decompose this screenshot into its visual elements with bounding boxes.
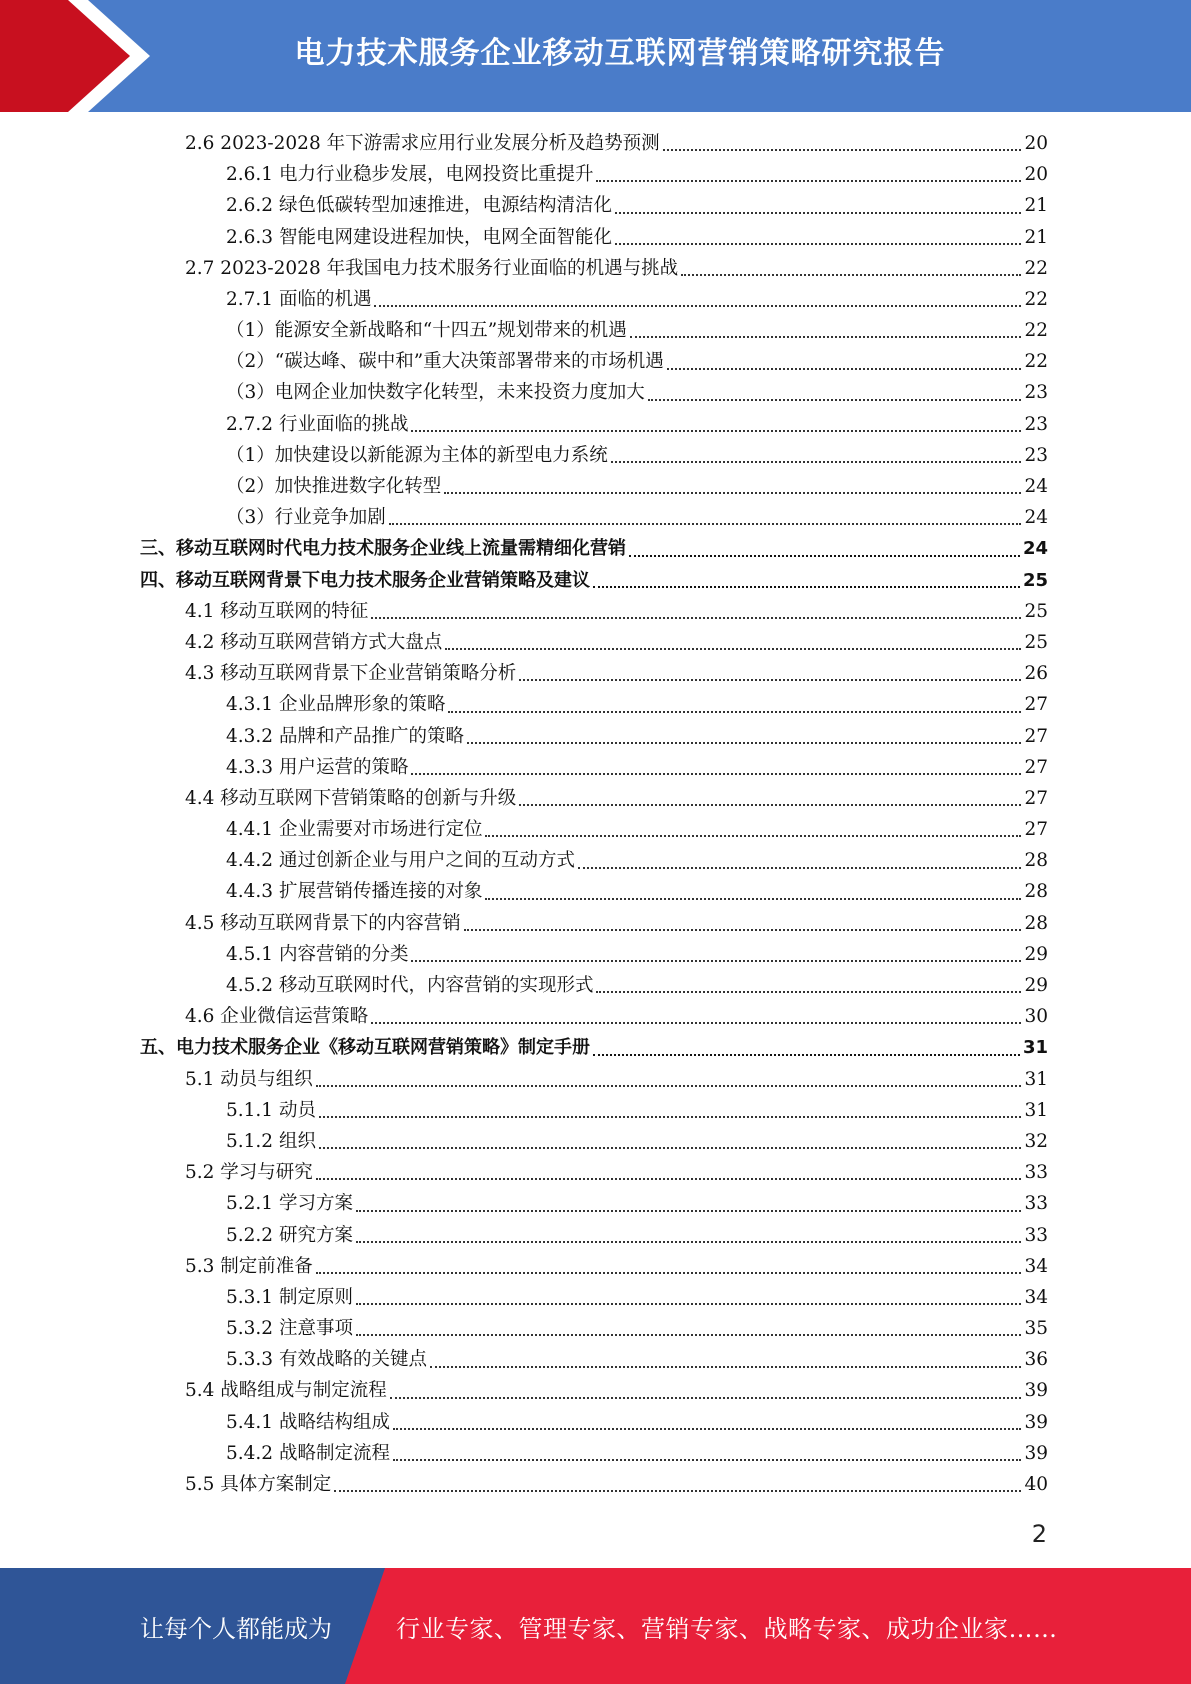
toc-entry-title: 4.6 企业微信运营策略	[185, 1006, 369, 1028]
toc-dot-leader	[519, 804, 1021, 806]
toc-entry[interactable]	[140, 1032, 1048, 1063]
toc-dot-leader	[411, 960, 1021, 962]
toc-entry[interactable]	[140, 783, 1048, 814]
toc-entry-title: 2.6.2 绿色低碳转型加速推进，电源结构清洁化	[226, 195, 612, 217]
toc-entry[interactable]	[140, 1095, 1048, 1126]
toc-entry-title: 4.3 移动互联网背景下企业营销策略分析	[185, 663, 517, 685]
toc-entry-page: 31	[1022, 1037, 1048, 1059]
toc-entry[interactable]	[140, 346, 1048, 377]
toc-dot-leader	[356, 1303, 1022, 1305]
toc-entry[interactable]	[140, 1313, 1048, 1344]
toc-entry-page: 27	[1024, 756, 1048, 778]
toc-dot-leader	[615, 212, 1021, 214]
toc-entry-page: 20	[1024, 132, 1048, 154]
toc-entry-page: 33	[1024, 1162, 1048, 1184]
toc-dot-leader	[578, 867, 1021, 869]
toc-entry[interactable]	[140, 1344, 1048, 1375]
toc-entry-page: 33	[1024, 1224, 1048, 1246]
toc-entry-page: 23	[1024, 444, 1048, 466]
toc-entry-title: 5.4.1 战略结构组成	[226, 1411, 390, 1433]
toc-entry-page: 24	[1024, 476, 1048, 498]
toc-dot-leader	[319, 1116, 1022, 1118]
toc-dot-leader	[445, 648, 1021, 650]
toc-entry-title: 4.4.3 扩展营销传播连接的对象	[226, 881, 483, 903]
toc-entry-title: 4.2 移动互联网营销方式大盘点	[185, 631, 443, 653]
toc-entry-page: 28	[1024, 912, 1048, 934]
toc-entry[interactable]	[140, 1407, 1048, 1438]
page-number: 2	[1031, 1520, 1047, 1548]
toc-entry-title: 5.3.2 注意事项	[226, 1318, 353, 1340]
toc-entry-page: 35	[1024, 1318, 1048, 1340]
toc-entry-title: 四、移动互联网背景下电力技术服务企业营销策略及建议	[140, 569, 590, 591]
toc-entry-page: 25	[1024, 600, 1048, 622]
toc-entry[interactable]	[140, 627, 1048, 658]
toc-entry[interactable]	[140, 814, 1048, 845]
toc-dot-leader	[615, 243, 1021, 245]
toc-dot-leader	[316, 1085, 1022, 1087]
toc-entry-title: 4.5.1 内容营销的分类	[226, 943, 409, 965]
toc-entry[interactable]	[140, 128, 1048, 159]
toc-dot-leader	[389, 523, 1022, 525]
toc-entry[interactable]	[140, 533, 1048, 564]
toc-entry-page: 29	[1024, 943, 1048, 965]
toc-entry-title: 5.3.1 制定原则	[226, 1286, 353, 1308]
toc-entry-title: 4.4 移动互联网下营销策略的创新与升级	[185, 787, 517, 809]
toc-dot-leader	[393, 1459, 1021, 1461]
toc-entry-title: 4.3.1 企业品牌形象的策略	[226, 694, 446, 716]
toc-entry-title: 5.3.3 有效战略的关键点	[226, 1349, 427, 1371]
report-title: 电力技术服务企业移动互联网营销策略研究报告	[294, 36, 946, 71]
toc-entry-page: 27	[1024, 694, 1048, 716]
toc-entry[interactable]	[140, 1220, 1048, 1251]
toc-entry-title: 5.2 学习与研究	[185, 1162, 313, 1184]
toc-dot-leader	[448, 711, 1021, 713]
toc-entry-title: 5.4.2 战略制定流程	[226, 1442, 390, 1464]
toc-entry[interactable]	[140, 1157, 1048, 1188]
toc-entry-title: 三、移动互联网时代电力技术服务企业线上流量需精细化营销	[140, 538, 626, 560]
toc-entry-page: 30	[1024, 1006, 1048, 1028]
toc-entry[interactable]	[140, 1001, 1048, 1032]
page-footer	[0, 1568, 1191, 1684]
toc-entry-title: 4.3.2 品牌和产品推广的策略	[226, 725, 464, 747]
toc-entry-title: 2.6.3 智能电网建设进程加快，电网全面智能化	[226, 226, 612, 248]
toc-entry-page: 22	[1024, 288, 1048, 310]
toc-entry-page: 32	[1024, 1130, 1048, 1152]
toc-entry-title: 五、电力技术服务企业《移动互联网营销策略》制定手册	[140, 1037, 590, 1059]
toc-entry[interactable]	[140, 1469, 1048, 1500]
toc-entry-title: 5.3 制定前准备	[185, 1255, 313, 1277]
toc-dot-leader	[593, 1054, 1020, 1056]
toc-dot-leader	[596, 180, 1021, 182]
toc-entry[interactable]	[140, 658, 1048, 689]
toc-entry-page: 25	[1024, 631, 1048, 653]
toc-dot-leader	[356, 1334, 1022, 1336]
toc-dot-leader	[681, 274, 1021, 276]
toc-dot-leader	[411, 430, 1021, 432]
toc-entry-title: 2.7.1 面临的机遇	[226, 288, 372, 310]
footer-slogan-right: 行业专家、管理专家、营销专家、战略专家、成功企业家……	[396, 1614, 1058, 1643]
toc-entry-page: 39	[1024, 1380, 1048, 1402]
toc-entry[interactable]	[140, 970, 1048, 1001]
toc-entry-page: 29	[1024, 975, 1048, 997]
toc-entry-page: 20	[1024, 164, 1048, 186]
toc-dot-leader	[663, 149, 1022, 151]
toc-entry-page: 31	[1024, 1099, 1048, 1121]
toc-entry-title: （2）“碳达峰、碳中和”重大决策部署带来的市场机遇	[226, 351, 664, 373]
toc-entry-page: 33	[1024, 1193, 1048, 1215]
toc-entry[interactable]	[140, 689, 1048, 720]
toc-entry-title: （2）加快推进数字化转型	[226, 476, 442, 498]
toc-entry-page: 27	[1024, 819, 1048, 841]
toc-dot-leader	[371, 1022, 1021, 1024]
toc-entry-title: 5.1.2 组织	[226, 1130, 316, 1152]
toc-entry[interactable]	[140, 845, 1048, 876]
toc-entry-title: （3）电网企业加快数字化转型，未来投资力度加大	[226, 382, 645, 404]
page-header	[0, 0, 1191, 112]
toc-entry[interactable]	[140, 502, 1048, 533]
toc-entry[interactable]	[140, 1376, 1048, 1407]
toc-entry-page: 27	[1024, 725, 1048, 747]
toc-dot-leader	[430, 1366, 1021, 1368]
toc-entry-title: 5.1.1 动员	[226, 1099, 316, 1121]
toc-entry-page: 28	[1024, 850, 1048, 872]
toc-entry-page: 23	[1024, 413, 1048, 435]
toc-entry[interactable]	[140, 877, 1048, 908]
toc-entry-title: （1）加快建设以新能源为主体的新型电力系统	[226, 444, 608, 466]
toc-entry[interactable]	[140, 222, 1048, 253]
toc-entry-page: 25	[1022, 569, 1048, 591]
toc-entry-title: （1）能源安全新战略和“十四五”规划带来的机遇	[226, 320, 627, 342]
toc-entry-page: 27	[1024, 787, 1048, 809]
table-of-contents	[140, 128, 1048, 1500]
toc-entry-page: 28	[1024, 881, 1048, 903]
toc-entry[interactable]	[140, 284, 1048, 315]
toc-dot-leader	[611, 461, 1022, 463]
toc-dot-leader	[519, 679, 1021, 681]
toc-entry[interactable]	[140, 315, 1048, 346]
toc-dot-leader	[411, 773, 1021, 775]
toc-dot-leader	[316, 1272, 1022, 1274]
toc-entry-page: 23	[1024, 382, 1048, 404]
toc-dot-leader	[648, 399, 1022, 401]
toc-entry-title: 5.1 动员与组织	[185, 1068, 313, 1090]
toc-entry-title: 4.5 移动互联网背景下的内容营销	[185, 912, 461, 934]
toc-entry-title: 4.4.1 企业需要对市场进行定位	[226, 819, 483, 841]
toc-dot-leader	[593, 586, 1020, 588]
toc-entry-title: 5.4 战略组成与制定流程	[185, 1380, 387, 1402]
toc-dot-leader	[467, 742, 1021, 744]
toc-entry[interactable]	[140, 752, 1048, 783]
toc-dot-leader	[444, 492, 1021, 494]
toc-entry[interactable]	[140, 471, 1048, 502]
toc-entry-page: 24	[1024, 507, 1048, 529]
toc-dot-leader	[596, 991, 1021, 993]
toc-entry-page: 24	[1022, 538, 1048, 560]
toc-dot-leader	[334, 1490, 1021, 1492]
toc-entry[interactable]	[140, 440, 1048, 471]
toc-entry-title: 5.2.2 研究方案	[226, 1224, 353, 1246]
toc-entry-page: 31	[1024, 1068, 1048, 1090]
toc-entry[interactable]	[140, 1251, 1048, 1282]
toc-entry[interactable]	[140, 908, 1048, 939]
toc-dot-leader	[371, 617, 1021, 619]
toc-entry-title: 4.3.3 用户运营的策略	[226, 756, 409, 778]
toc-entry-title: 5.5 具体方案制定	[185, 1474, 332, 1496]
footer-slogan-left: 让每个人都能成为	[140, 1614, 332, 1643]
toc-entry-title: 2.6 2023-2028 年下游需求应用行业发展分析及趋势预测	[185, 132, 660, 154]
toc-entry[interactable]	[140, 159, 1048, 190]
toc-entry-title: 2.6.1 电力行业稳步发展，电网投资比重提升	[226, 164, 594, 186]
toc-entry-title: 4.4.2 通过创新企业与用户之间的互动方式	[226, 850, 575, 872]
toc-entry-page: 34	[1024, 1286, 1048, 1308]
toc-entry[interactable]	[140, 253, 1048, 284]
toc-entry-page: 22	[1024, 320, 1048, 342]
toc-dot-leader	[319, 1147, 1022, 1149]
toc-dot-leader	[390, 1397, 1022, 1399]
toc-entry-page: 22	[1024, 257, 1048, 279]
toc-entry-title: （3）行业竞争加剧	[226, 507, 386, 529]
toc-entry[interactable]	[140, 378, 1048, 409]
toc-entry[interactable]	[140, 1438, 1048, 1469]
toc-dot-leader	[485, 898, 1021, 900]
toc-entry[interactable]	[140, 565, 1048, 596]
toc-entry-page: 36	[1024, 1349, 1048, 1371]
toc-entry-title: 5.2.1 学习方案	[226, 1193, 353, 1215]
toc-dot-leader	[667, 368, 1022, 370]
toc-entry-title: 4.5.2 移动互联网时代，内容营销的实现形式	[226, 975, 594, 997]
toc-entry[interactable]	[140, 721, 1048, 752]
toc-entry-page: 21	[1024, 226, 1048, 248]
toc-entry[interactable]	[140, 1282, 1048, 1313]
toc-entry[interactable]	[140, 409, 1048, 440]
toc-entry[interactable]	[140, 1126, 1048, 1157]
toc-entry-page: 22	[1024, 351, 1048, 373]
toc-dot-leader	[630, 336, 1022, 338]
toc-dot-leader	[374, 305, 1021, 307]
toc-entry-title: 2.7.2 行业面临的挑战	[226, 413, 409, 435]
toc-entry-page: 21	[1024, 195, 1048, 217]
toc-entry[interactable]	[140, 1064, 1048, 1095]
toc-entry-page: 39	[1024, 1442, 1048, 1464]
toc-dot-leader	[316, 1178, 1022, 1180]
toc-entry-page: 34	[1024, 1255, 1048, 1277]
toc-entry[interactable]	[140, 1188, 1048, 1219]
toc-entry[interactable]	[140, 596, 1048, 627]
toc-dot-leader	[393, 1428, 1021, 1430]
toc-dot-leader	[464, 929, 1022, 931]
toc-dot-leader	[356, 1210, 1022, 1212]
toc-entry-page: 40	[1024, 1474, 1048, 1496]
toc-entry-title: 2.7 2023-2028 年我国电力技术服务行业面临的机遇与挑战	[185, 257, 679, 279]
toc-entry-title: 4.1 移动互联网的特征	[185, 600, 369, 622]
toc-entry[interactable]	[140, 939, 1048, 970]
toc-dot-leader	[485, 835, 1021, 837]
toc-entry-page: 39	[1024, 1411, 1048, 1433]
toc-entry[interactable]	[140, 190, 1048, 221]
toc-dot-leader	[629, 555, 1020, 557]
toc-entry-page: 26	[1024, 663, 1048, 685]
toc-dot-leader	[356, 1241, 1022, 1243]
